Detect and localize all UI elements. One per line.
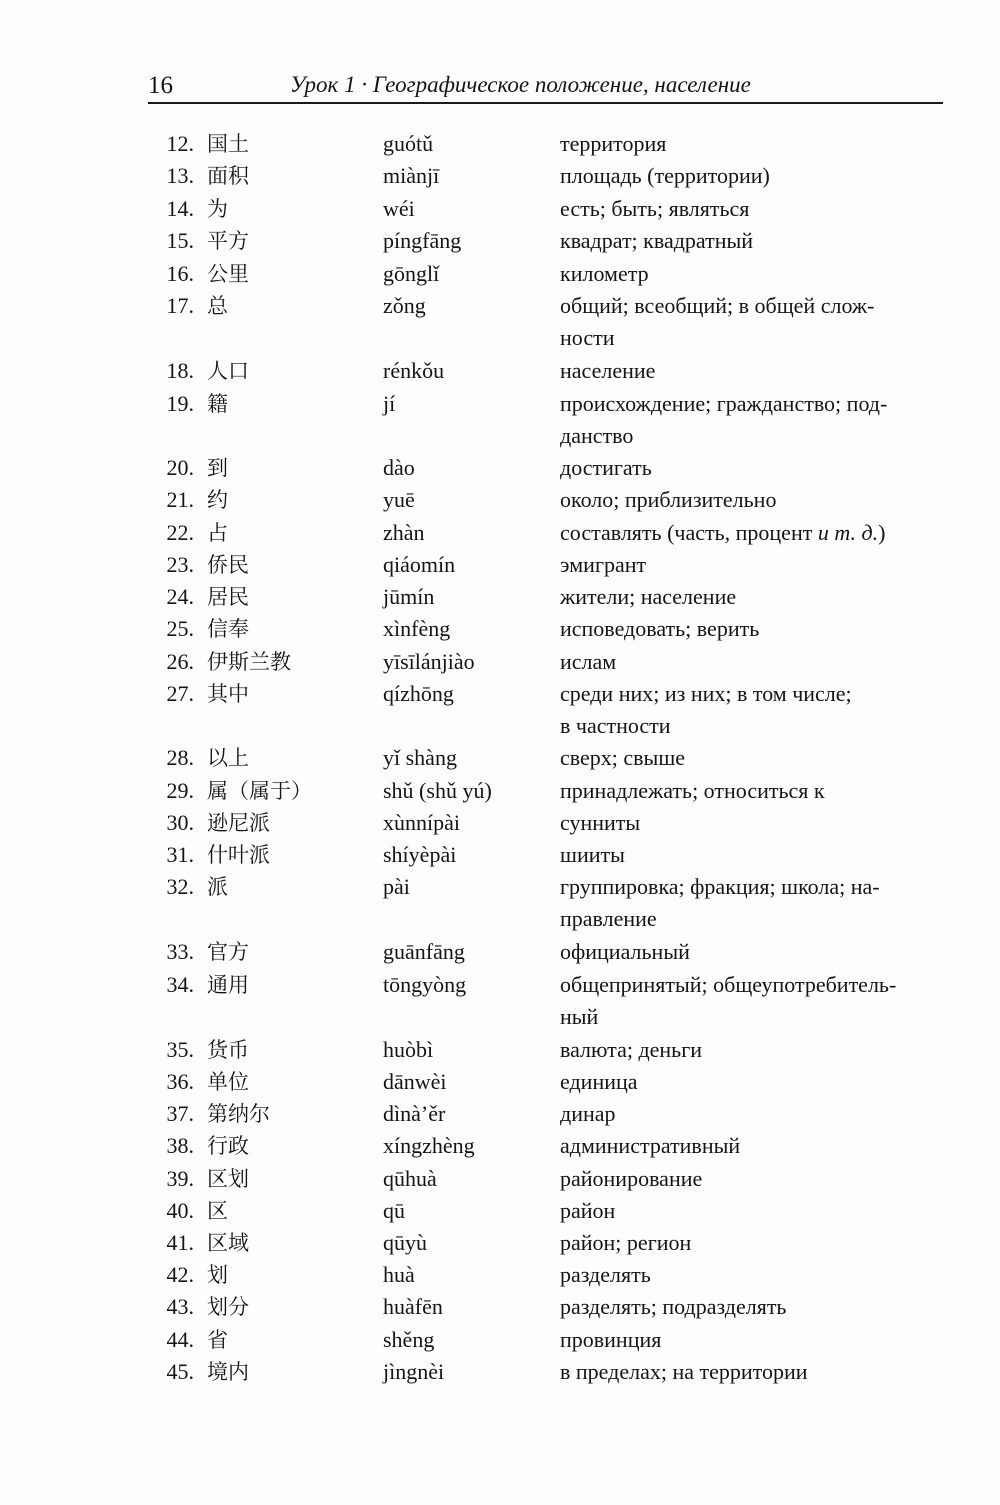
entry-translation [560,549,942,581]
entry-translation [560,775,942,807]
entry-number: 26. [166,649,194,674]
entry-translation [560,290,942,354]
translation-line: административный [560,1133,741,1158]
translation-line: составлять (часть, процент [560,520,813,545]
entry-number: 31. [166,842,194,867]
entry-translation [560,1163,942,1195]
entry-pinyin: yuē [383,487,415,512]
entry-hanzi: 面积 [207,164,249,188]
entry-pinyin: guānfāng [383,939,465,964]
translation-line: район; регион [560,1230,692,1255]
entry-hanzi: 境内 [207,1360,249,1384]
translation-line: в пределах; на территории [560,1359,808,1384]
entry-hanzi: 划分 [207,1295,249,1319]
entry-hanzi: 区域 [207,1231,249,1255]
entry-number: 38. [166,1133,194,1158]
lesson-title: Урок 1 · Географическое положение, население [290,72,751,97]
entry-translation [560,1066,942,1098]
entry-translation [560,484,942,516]
entry-number: 34. [166,972,194,997]
entry-pinyin: pài [383,874,410,899]
entry-number: 19. [166,391,194,416]
entry-number: 23. [166,552,194,577]
entry-pinyin: qízhōng [383,681,454,706]
entry-number: 44. [166,1327,194,1352]
entry-hanzi: 其中 [207,682,249,706]
entry-pinyin: qiáomín [383,552,456,577]
translation-line: около; приблизительно [560,487,777,512]
entry-hanzi: 货币 [207,1038,249,1062]
translation-line: есть; быть; являться [560,196,750,221]
entry-number: 37. [166,1101,194,1126]
translation-line: официальный [560,939,690,964]
entry-translation [560,388,942,452]
translation-line: ный [560,1004,599,1029]
entry-hanzi: 籍 [207,392,228,416]
entry-number: 18. [166,358,194,383]
entry-hanzi: 派 [207,875,228,899]
entry-translation [560,581,942,613]
entry-translation [560,452,942,484]
entry-translation [560,1034,942,1066]
entry-pinyin: huà [383,1262,415,1287]
entry-pinyin: jūmín [383,584,435,609]
entry-translation [560,969,942,1033]
translation-line: среди них; из них; в том числе; [560,681,852,706]
entry-hanzi: 占 [207,521,228,545]
entry-pinyin: qūhuà [383,1166,437,1191]
entry-translation [560,646,942,678]
translation-line: километр [560,261,649,286]
entry-number: 14. [166,196,194,221]
translation-line: площадь (территории) [560,163,770,188]
translation-line: группировка; фракция; школа; на- [560,874,880,899]
translation-line: единица [560,1069,638,1094]
entry-translation [560,839,942,871]
translation-line: провинция [560,1327,662,1352]
entry-pinyin: rénkǒu [383,358,445,383]
entry-pinyin: huòbì [383,1037,434,1062]
entry-translation [560,1324,942,1356]
entry-pinyin: shǔ (shǔ yú) [383,778,492,803]
entry-number: 40. [166,1198,194,1223]
translation-line: сунниты [560,810,641,835]
entry-pinyin: jìngnèi [383,1359,445,1384]
entry-translation [560,193,942,225]
entry-number: 28. [166,745,194,770]
translation-line: достигать [560,455,652,480]
entry-hanzi: 到 [207,456,228,480]
translation-line: происхождение; гражданство; под- [560,391,888,416]
entry-translation [560,936,942,968]
entry-translation [560,517,942,549]
translation-tail: ) [878,520,886,545]
entry-number: 24. [166,584,194,609]
entry-translation [560,1098,942,1130]
entry-translation [560,225,942,257]
translation-line: общепринятый; общеупотребитель- [560,972,897,997]
entry-hanzi: 什叶派 [207,843,270,867]
translation-line: квадрат; квадратный [560,228,754,253]
entry-number: 29. [166,778,194,803]
entry-number: 42. [166,1262,194,1287]
entry-pinyin: xìnfèng [383,616,451,641]
translation-line: район [560,1198,616,1223]
translation-line: районирование [560,1166,703,1191]
translation-line: общий; всеобщий; в общей слож- [560,293,875,318]
entry-translation [560,742,942,774]
entry-translation [560,1259,942,1291]
entry-pinyin: xùnnípài [383,810,460,835]
entry-number: 15. [166,228,194,253]
entry-pinyin: xíngzhèng [383,1133,475,1158]
entry-translation [560,871,942,935]
entry-pinyin: zhàn [383,520,425,545]
entry-pinyin: yǐ shàng [383,745,457,770]
translation-line: сверх; свыше [560,745,686,770]
translation-line: валюта; деньги [560,1037,703,1062]
translation-line: принадлежать; относиться к [560,778,825,803]
entry-pinyin: wéi [383,196,415,221]
entry-pinyin: huàfēn [383,1294,443,1319]
entry-translation [560,1130,942,1162]
entry-hanzi: 平方 [207,229,249,253]
translation-line: шииты [560,842,625,867]
entry-number: 17. [166,293,194,318]
translation-line: жители; население [560,584,737,609]
entry-pinyin: dānwèi [383,1069,447,1094]
entry-number: 32. [166,874,194,899]
entry-pinyin: jí [383,391,396,416]
page-number: 16 [148,72,173,99]
entry-hanzi: 伊斯兰教 [207,650,291,674]
entry-translation [560,807,942,839]
entry-number: 27. [166,681,194,706]
entry-number: 13. [166,163,194,188]
translation-line: ислам [560,649,617,674]
entry-number: 12. [166,131,194,156]
entry-translation [560,355,942,387]
entry-hanzi: 国土 [207,132,249,156]
entry-pinyin: qūyù [383,1230,427,1255]
entry-hanzi: 官方 [207,940,249,964]
entry-number: 22. [166,520,194,545]
entry-hanzi: 以上 [207,746,249,770]
entry-pinyin: dào [383,455,415,480]
entry-hanzi: 通用 [207,973,249,997]
entry-pinyin: píngfāng [383,228,462,253]
entry-translation [560,678,942,742]
entry-number: 39. [166,1166,194,1191]
entry-hanzi: 行政 [207,1134,249,1158]
translation-line: эмигрант [560,552,647,577]
entry-translation [560,1195,942,1227]
entry-pinyin: shěng [383,1327,435,1352]
entry-translation [560,1291,942,1323]
entry-pinyin: guótǔ [383,131,434,156]
entry-number: 30. [166,810,194,835]
translation-line: разделять; подразделять [560,1294,787,1319]
translation-line: разделять [560,1262,651,1287]
translation-line: правление [560,906,657,931]
entry-number: 41. [166,1230,194,1255]
entry-pinyin: qū [383,1198,405,1223]
entry-hanzi: 划 [207,1263,228,1287]
entry-translation [560,160,942,192]
translation-line: исповедовать; верить [560,616,760,641]
entry-hanzi: 区划 [207,1167,249,1191]
entry-translation [560,1227,942,1259]
translation-abbreviation: и т. д. [817,520,879,545]
translation-line: территория [560,131,667,156]
entry-pinyin: yīsīlánjiào [383,649,475,674]
entry-translation [560,128,942,160]
entry-pinyin: zǒng [383,293,426,318]
entry-hanzi: 单位 [207,1070,249,1094]
entry-pinyin: gōnglǐ [383,261,440,286]
entry-translation [560,1356,942,1388]
entry-hanzi: 公里 [207,262,249,286]
translation-line: динар [560,1101,616,1126]
entry-pinyin: miànjī [383,163,440,188]
entry-hanzi: 属（属于） [207,779,312,803]
entry-hanzi: 区 [207,1199,228,1223]
entry-number: 20. [166,455,194,480]
entry-translation [560,258,942,290]
entry-hanzi: 人口 [207,359,249,383]
entry-pinyin: dìnà’ěr [383,1101,446,1126]
entry-number: 21. [166,487,194,512]
translation-line: население [560,358,656,383]
entry-hanzi: 侨民 [207,553,249,577]
entry-hanzi: 省 [207,1328,228,1352]
entry-pinyin: shíyèpài [383,842,457,867]
entry-number: 16. [166,261,194,286]
entry-hanzi: 为 [207,197,228,221]
translation-line: данство [560,423,634,448]
entry-number: 43. [166,1294,194,1319]
entry-hanzi: 逊尼派 [207,811,270,835]
entry-number: 45. [166,1359,194,1384]
entry-pinyin: tōngyòng [383,972,467,997]
entry-number: 36. [166,1069,194,1094]
entry-number: 25. [166,616,194,641]
entry-translation [560,613,942,645]
entry-hanzi: 约 [207,488,228,512]
entry-hanzi: 总 [207,294,228,318]
entry-hanzi: 居民 [207,585,249,609]
entry-number: 35. [166,1037,194,1062]
entry-hanzi: 信奉 [207,617,249,641]
translation-line: ности [560,325,615,350]
entry-hanzi: 第纳尔 [207,1102,270,1126]
translation-line: в частности [560,713,671,738]
entry-number: 33. [166,939,194,964]
